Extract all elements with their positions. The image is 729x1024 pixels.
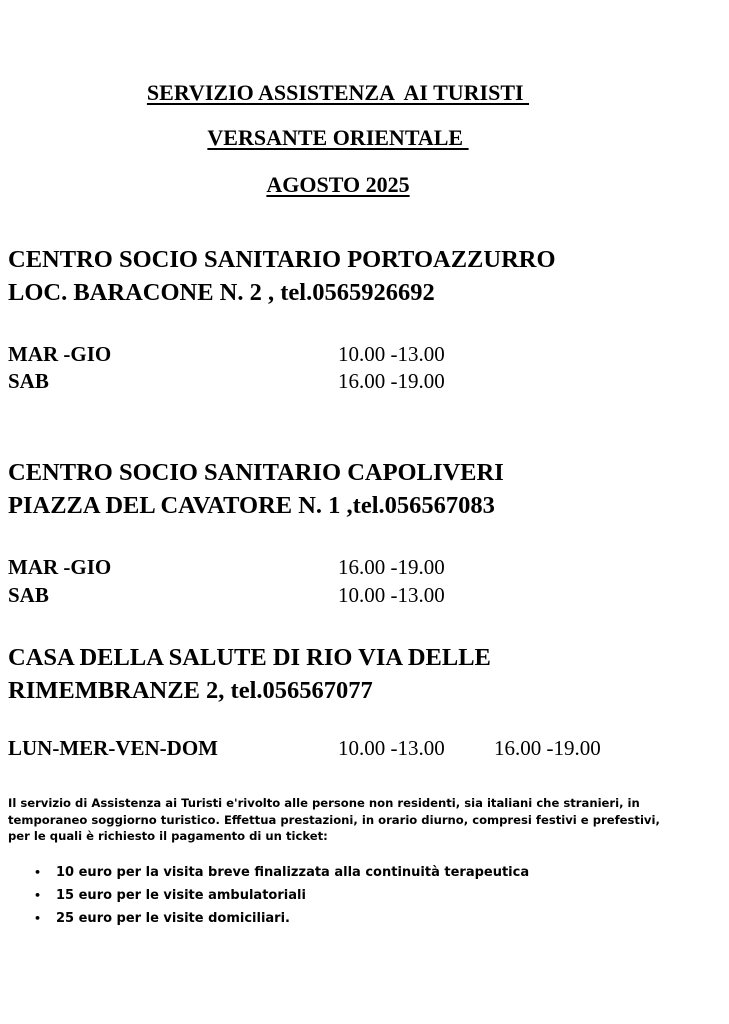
fee-text: 15 euro per le visite ambulatoriali (56, 888, 306, 903)
fee-text: 25 euro per le visite domiciliari. (56, 911, 290, 926)
center-1-hours-1: 10.00 -13.00 (338, 342, 445, 366)
fee-item (0, 884, 529, 907)
bullet-icon: • (34, 866, 42, 879)
center-2-days-2: SAB (8, 583, 49, 607)
fee-item (0, 861, 529, 884)
service-note: Il servizio di Assistenza ai Turisti e'rivolto alle persone non residenti, sia italiani che stranieri, in temporaneo soggiorno turistico. Effettua prestazioni, in orario diurno, compresi festivi e prefestivi, per le quali è richiesto il pagamento di un ticket: (8, 796, 660, 843)
center-2-address: PIAZZA DEL CAVATORE N. 1 ,tel.056567083 (8, 492, 495, 519)
center-1-days-1: MAR -GIO (8, 342, 112, 366)
center-1-name: CENTRO SOCIO SANITARIO PORTOAZZURRO (8, 246, 556, 273)
center-3-days-1: LUN-MER-VEN-DOM (8, 736, 218, 760)
center-3-name: CASA DELLA SALUTE DI RIO VIA DELLE (8, 644, 491, 671)
center-2-hours-1: 16.00 -19.00 (338, 555, 445, 579)
center-1-address: LOC. BARACONE N. 2 , tel.0565926692 (8, 279, 435, 306)
bullet-icon: • (34, 912, 42, 925)
header-period: AGOSTO 2025 (266, 172, 410, 197)
fee-item (0, 907, 529, 930)
bullet-icon: • (34, 889, 42, 902)
center-2-days-1: MAR -GIO (8, 555, 112, 579)
header-subtitle: VERSANTE ORIENTALE (207, 125, 469, 150)
center-3-hours-1: 10.00 -13.00 (338, 736, 445, 760)
center-2-hours-2: 10.00 -13.00 (338, 583, 445, 607)
fee-text: 10 euro per la visita breve finalizzata alla continuità terapeutica (56, 865, 530, 880)
header-title: SERVIZIO ASSISTENZA AI TURISTI (146, 80, 530, 105)
fee-list (0, 861, 529, 930)
center-3-hours-2: 16.00 -19.00 (494, 736, 601, 760)
center-3-address: RIMEMBRANZE 2, tel.056567077 (8, 677, 373, 704)
center-2-name: CENTRO SOCIO SANITARIO CAPOLIVERI (8, 459, 504, 486)
center-1-days-2: SAB (8, 369, 49, 393)
center-1-hours-2: 16.00 -19.00 (338, 369, 445, 393)
